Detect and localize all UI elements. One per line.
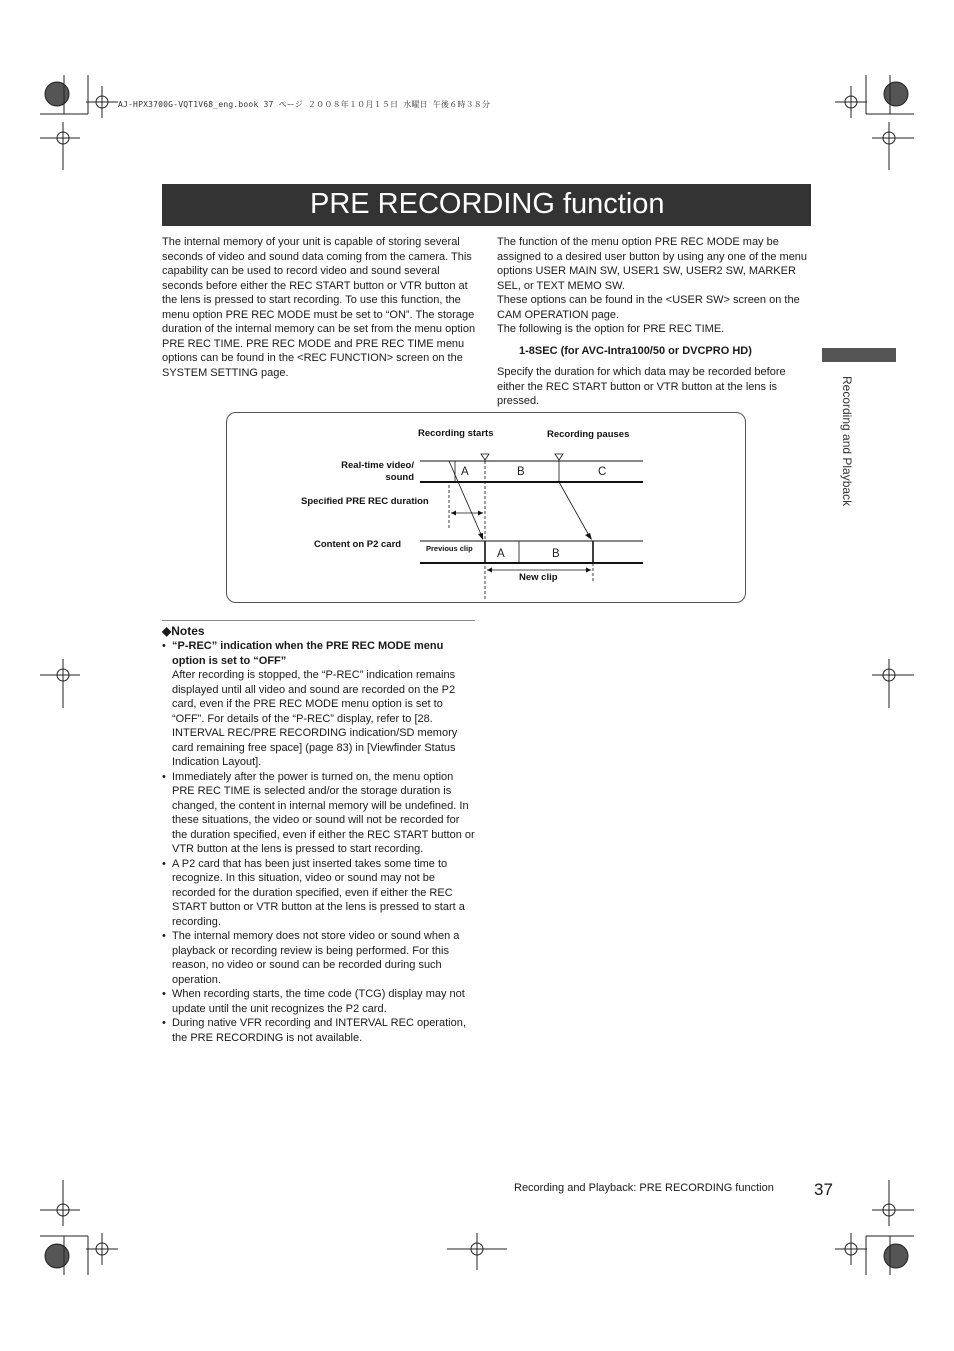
flow-arrowhead-start [478, 533, 483, 540]
option-intro-paragraph: The following is the option for PRE REC TIME. [497, 323, 725, 335]
notes-list [162, 639, 475, 1045]
note-item-text: • A P2 card that has been just inserted takes some time to recognize. In this situation, video or sound may not be recorded for the duration specified, even if either the REC START button or VTR button at the lens is pressed to start a recording. [172, 857, 465, 928]
duration-arrow-left [451, 511, 456, 516]
real-time-label-2: sound [385, 472, 414, 483]
note-item-text: • Immediately after the power is turned on, the menu option PRE REC TIME is selected and/or the storage duration is changed, the content in internal memory will be undefined. In these situations, the video or sound will not be recorded for the duration specified, even if either the REC START button or VTR button at the lens is pressed to start recording. [172, 770, 475, 855]
segment-a-label: A [461, 466, 469, 478]
note-item [162, 857, 475, 930]
note-item [162, 1016, 475, 1045]
option-description: Specify the duration for which data may be recorded before either the REC START button or VTR button at the lens is pressed. [497, 366, 786, 407]
intro-left-column [162, 235, 477, 380]
note-item-text: • During native VFR recording and INTERVAL REC operation, the PRE RECORDING is not available. [172, 1017, 466, 1044]
note-item-text: After recording is stopped, the “P-REC” indication remains displayed until all video and sound are recorded on the P2 card, even if the PRE REC MODE menu option is set to “OFF”. For details of the “P-REC” display, refer to [28. INTERVAL REC/PRE RECORDING indication/SD memory card remaining free space] (page 83) in [Viewfinder Status Indication Layout]. [172, 669, 458, 768]
recording-starts-label: Recording starts [418, 428, 494, 439]
intro-right-column [497, 235, 809, 409]
segment-b-label: B [517, 466, 525, 478]
new-clip-label: New clip [519, 572, 558, 583]
footer-section-title: Recording and Playback: PRE RECORDING function [514, 1182, 774, 1194]
page-number: 37 [814, 1180, 833, 1199]
note-item [162, 639, 475, 770]
flow-arrowhead-pause [585, 533, 592, 540]
real-time-label-1: Real-time video/ [341, 460, 414, 471]
page-title-bar [162, 184, 811, 226]
specified-duration-label: Specified PRE REC duration [301, 496, 429, 507]
location-paragraph: These options can be found in the <USER SW> screen on the CAM OPERATION page. [497, 294, 800, 321]
recording-pauses-label: Recording pauses [547, 429, 630, 440]
card-segment-a-label: A [497, 548, 505, 560]
new-clip-arrow-left [487, 568, 492, 573]
section-tab-marker [822, 348, 896, 362]
intro-paragraph: The internal memory of your unit is capable of storing several seconds of video and sound data coming from the camera. This capability can be used to record video and sound several seconds before either the REC START button or VTR button at the lens is pressed to start recording. To use this function, the menu option PRE REC MODE must be set to “ON”. The storage duration of the internal memory can be set from the menu option PRE REC TIME. PRE REC MODE and PRE REC TIME menu options can be found in the <REC FUNCTION> screen on the SYSTEM SETTING page. [162, 236, 476, 379]
previous-clip-label: Previous clip [426, 544, 473, 553]
note-item [162, 987, 475, 1016]
assign-paragraph: The function of the menu option PRE REC MODE may be assigned to a desired user button by using any one of the menu options USER MAIN SW, USER1 SW, USER2 SW, MARKER SEL, or TEXT MEMO SW. [497, 236, 808, 292]
option-subheading: 1-8SEC (for AVC-Intra100/50 or DVCPRO HD) [519, 344, 752, 357]
recording-pauses-marker [555, 454, 563, 460]
notes-divider [162, 620, 475, 621]
note-item-heading: • “P-REC” indication when the PRE REC MODE menu option is set to “OFF” [172, 640, 444, 667]
note-item [162, 929, 475, 987]
segment-c-label: C [598, 466, 607, 478]
diamond-icon: ◆ [162, 624, 172, 638]
pre-rec-timing-diagram [226, 412, 746, 603]
page-title: PRE RECORDING function [310, 188, 665, 220]
duration-arrow-right [478, 511, 483, 516]
new-clip-arrow-right [586, 568, 591, 573]
timing-diagram-svg [227, 413, 747, 604]
notes-section [162, 620, 475, 1045]
note-item-text: • The internal memory does not store video or sound when a playback or recording review is being performed. For this reason, no video or sound can be recorded during such operation. [172, 930, 460, 986]
content-on-card-label: Content on P2 card [314, 539, 402, 550]
recording-starts-marker [481, 454, 489, 460]
notes-heading-text: Notes [171, 624, 205, 638]
note-item [162, 770, 475, 857]
card-segment-b-label: B [552, 548, 560, 560]
note-item-text: • When recording starts, the time code (TCG) display may not update until the unit recognizes the P2 card. [172, 988, 465, 1015]
file-header-line: AJ-HPX3700G-VQT1V68_eng.book 37 ページ ２００８年１０月１５日 水曜日 午後６時３８分 [118, 100, 491, 109]
section-side-label: Recording and Playback [840, 376, 854, 507]
notes-heading [162, 623, 475, 639]
